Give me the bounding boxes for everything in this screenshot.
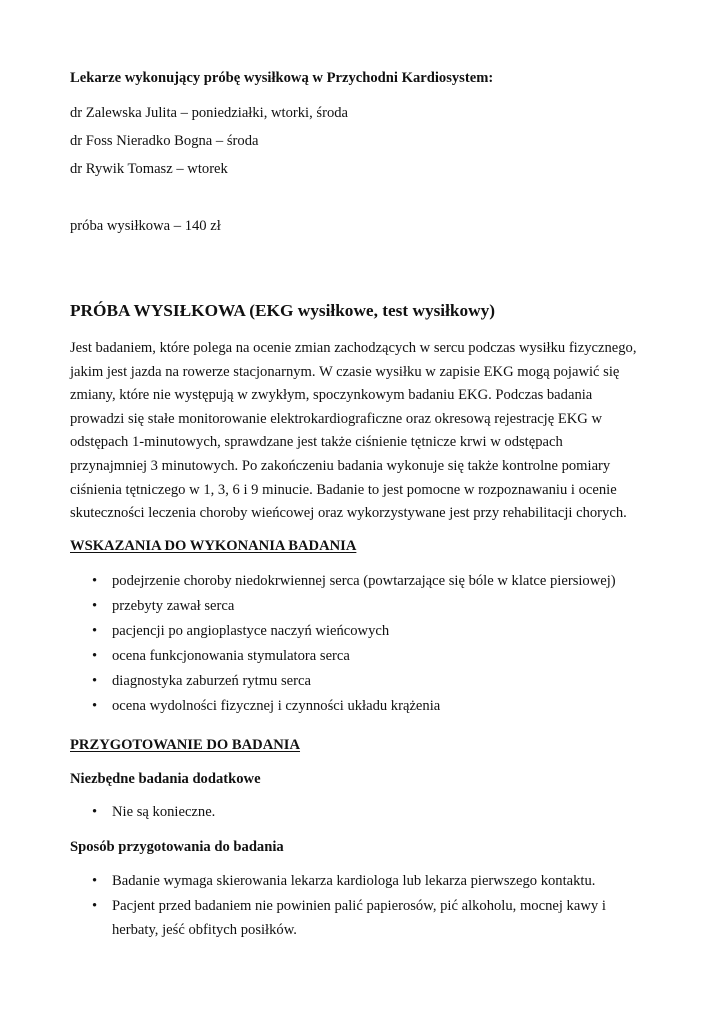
- list-item: • ocena wydolności fizycznej i czynności układu krążenia: [70, 694, 650, 719]
- preparation-method-list: [70, 869, 650, 943]
- preparation-heading: PRZYGOTOWANIE DO BADANIA: [70, 737, 301, 753]
- bullet-icon: •: [92, 623, 98, 639]
- doctors-title: Lekarze wykonujący próbę wysiłkową w Przychodni Kardiosystem:: [70, 70, 494, 86]
- doctor-item: dr Zalewska Julita – poniedziałki, wtorki, środa: [70, 105, 349, 121]
- list-item: • podejrzenie choroby niedokrwiennej serca (powtarzające się bóle w klatce piersiowej): [70, 569, 650, 594]
- bullet-icon: •: [92, 698, 98, 714]
- bullet-icon: •: [92, 573, 98, 589]
- bullet-icon: •: [92, 897, 98, 914]
- price-line: próba wysiłkowa – 140 zł: [70, 218, 221, 234]
- list-item: • Badanie wymaga skierowania lekarza kardiologa lub lekarza pierwszego kontaktu.: [70, 869, 650, 894]
- bullet-icon: •: [92, 804, 98, 820]
- doctor-item: dr Rywik Tomasz – wtorek: [70, 161, 228, 177]
- list-item: • pacjencji po angioplastyce naczyń wieńcowych: [70, 619, 650, 644]
- bullet-icon: •: [92, 598, 98, 614]
- main-heading: PRÓBA WYSIŁKOWA (EKG wysiłkowe, test wysiłkowy): [70, 301, 496, 320]
- description-paragraph: Jest badaniem, które polega na ocenie zmian zachodzących w sercu podczas wysiłku fizycznego, jakim jest jazda na rowerze stacjonarnym. W czasie wysiłku w zapisie EKG mogą pojawić się zmiany, które nie występują w zwykłym, spoczynkowym badaniu EKG. Podczas badania prowadzi się stałe monitorowanie elektrokardiograficzne oraz okresową rejestrację EKG w odstępach 1-minutowych, sprawdzane jest także ciśnienie tętnicze krwi w odstępach przynajmniej 3 minutowych. Po zakończeniu badania wykonuje się także kontrolne pomiary ciśnienia tętniczego w 1, 3, 6 i 9 minucie. Badanie to jest pomocne w rozpoznawaniu i ocenie skuteczności leczenia choroby wieńcowej oraz wykorzystywane jest przy rehabilitacji chorych.: [70, 340, 637, 522]
- list-item: • diagnostyka zaburzeń rytmu serca: [70, 669, 650, 694]
- list-item: • przebyty zawał serca: [70, 594, 650, 619]
- doctor-item: dr Foss Nieradko Bogna – środa: [70, 133, 259, 149]
- list-item: • ocena funkcjonowania stymulatora serca: [70, 644, 650, 669]
- bullet-icon: •: [92, 673, 98, 689]
- list-item: • Pacjent przed badaniem nie powinien palić papierosów, pić alkoholu, mocnej kawy i herbaty, jeść obfitych posiłków.: [70, 894, 650, 943]
- indications-list: [70, 569, 650, 719]
- preparation-method-title: Sposób przygotowania do badania: [70, 839, 284, 855]
- additional-tests-list: [70, 800, 650, 825]
- additional-tests-title: Niezbędne badania dodatkowe: [70, 771, 261, 787]
- bullet-icon: •: [92, 648, 98, 664]
- indications-heading: WSKAZANIA DO WYKONANIA BADANIA: [70, 538, 357, 554]
- bullet-icon: •: [92, 873, 98, 889]
- list-item: • Nie są konieczne.: [70, 800, 650, 825]
